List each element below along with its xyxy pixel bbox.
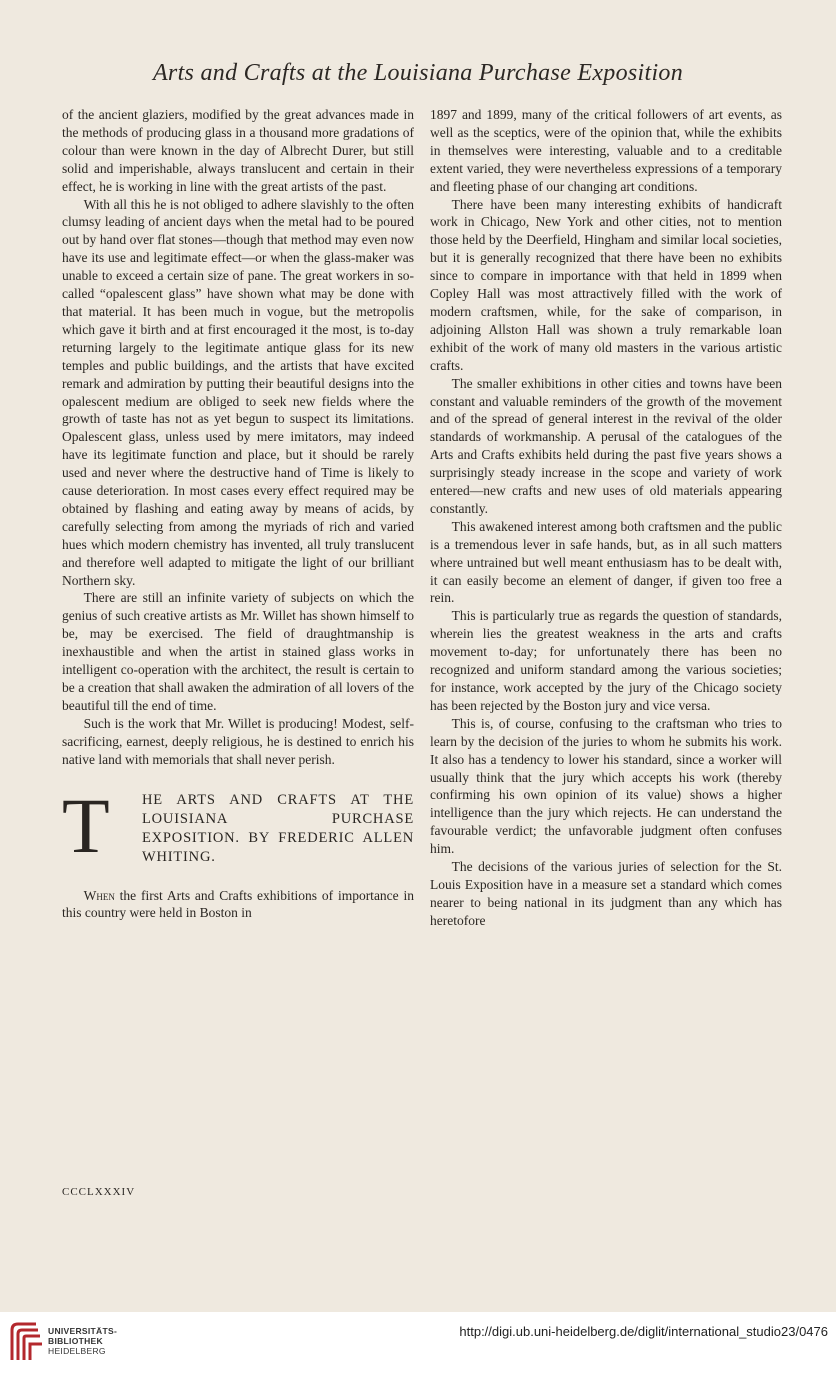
library-name-line-3: HEIDELBERG: [48, 1346, 106, 1356]
library-name-line-1: UNIVERSITÄTS-: [48, 1326, 118, 1336]
right-paragraph-6: This is, of course, confusing to the craftsman who tries to learn by the decision of the juries to whom he submits his work. It also has a tendency to lower his standard, since a worker will usually think that the jury which accepts his work (thereby confirming his own opinion of its value) shows a higher intelligence than the jury which rejects. He can understand the favourable verdict; the unfavorable judgment often confuses him.: [430, 715, 782, 857]
running-head: Arts and Crafts at the Louisiana Purchase Exposition: [152, 60, 684, 86]
closing-text: the first Arts and Crafts exhibitions of importance in this country were held in Boston in: [62, 887, 414, 921]
left-paragraph-4: Such is the work that Mr. Willet is producing! Modest, self-sacrificing, earnest, deeply religious, he is destined to enrich his native land with memorials that shall never perish.: [62, 715, 414, 767]
library-footer: [0, 1312, 836, 1375]
right-paragraph-3: The smaller exhibitions in other cities and towns have been constant and valuable reminders of the growth of the movement and of the spread of general interest in the revival of the older standards of workmanship. A perusal of the catalogues of the Arts and Crafts exhibits held during the past five years shows a surprisingly steady increase in the scope and variety of work entered—new crafts and new uses of old materials appearing constantly.: [430, 375, 782, 516]
right-paragraph-2: There have been many interesting exhibits of handicraft work in Chicago, New York and other cities, not to mention those held by the Deerfield, Hingham and similar local societies, but it is generally recognized that there have been no exhibits since to compare in importance with that held in 1899 when Copley Hall was most attractively filled with the work of modern craftsmen, while, for the sake of comparison, in adjoining Allston Hall was shown a truly remarkable loan exhibit of the work of many old masters in the various artistic crafts.: [430, 196, 782, 373]
article-heading: [62, 781, 414, 869]
right-paragraph-5: This is particularly true as regards the question of standards, wherein lies the greatest weakness in the arts and crafts movement to-day; for unfortunately there has been no recognized and uniform standard among the various societies; for instance, work accepted by the jury of the Chicago society has been rejected by the Boston jury and vice versa.: [430, 608, 782, 713]
library-name-line-2: BIBLIOTHEK: [48, 1336, 103, 1346]
left-closing-paragraph: [62, 887, 414, 923]
left-paragraph-3: There are still an infinite variety of subjects on which the genius of such creative artists as Mr. Willet has shown himself to be, may be exercised. The field of draughtmanship is inexhaustible and when the artist in stained glass works in intelligent co-operation with the architect, the result is certain to be a creation that shall awaken the admiration of all lovers of the beautiful till the end of time.: [62, 590, 414, 713]
page-folio: CCCLXXXIV: [62, 1186, 136, 1198]
left-column: [62, 106, 414, 922]
library-name: [48, 1326, 117, 1356]
source-url-link[interactable]: http://digi.ub.uni-heidelberg.de/diglit/international_studio23/0476: [459, 1324, 828, 1339]
right-paragraph-1: 1897 and 1899, many of the critical followers of art events, as well as the sceptics, were of the opinion that, while the exhibits in themselves were interesting, valuable and to a creditable extent varied, they were nevertheless expressions of a temporary and fleeting phase of our changing art conditions.: [430, 107, 782, 194]
right-column: [430, 106, 782, 930]
left-paragraph-2: With all this he is not obliged to adhere slavishly to the often clumsy leading of ancient days when the metal had to be poured out by hand over flat stones—though that method may even now have its use and legitimate effect—or when the glass-maker was unable to exceed a certain size of pane. The great workers in so-called “opalescent glass” have shown what may be done with that material. It has been much in vogue, but the metropolis which gave it birth and at first encouraged it the most, is to-day returning largely to the legitimate antique glass for its new temples and public buildings, and the artists that have excited remark and admiration by putting their beautiful designs into the opalescent medium are obliged to seek new fields where the growth of taste has not as yet begun to suspect its limitations. Opalescent glass, unless used by mere imitators, may indeed have its legitimate function and place, but it should be rarely used and never where the destructive hand of Time is likely to cause deterioration. In most cases every effect required may be obtained by flashing and eating away by means of acids, by carefully selecting from among the myriads of rich and varied hues which modern chemistry has invented, all truly translucent and therefore well adapted to mitigate the light of our brilliant Northern sky.: [62, 196, 414, 588]
library-logo-icon: [8, 1320, 44, 1364]
right-paragraph-4: This awakened interest among both craftsmen and the public is a tremendous lever in safe hands, but, as in all such matters where untrained but well meant enthusiasm has to be dealt with, it can easily become an element of danger, if given too free a rein.: [430, 518, 782, 606]
article-title: HE ARTS AND CRAFTS AT THE LOUISIANA PURCHASE EXPOSITION. BY FREDERIC ALLEN WHITING.: [142, 791, 414, 865]
lead-in-word: When: [83, 887, 115, 903]
drop-cap: T: [62, 781, 110, 869]
left-paragraph-1: of the ancient glaziers, modified by the great advances made in the methods of producing glass in a thousand more gradations of colour than were known in the day of Albrecht Durer, but still solid and imperishable, always translucent and certain in their effect, he is working in line with the great artists of the past.: [62, 107, 414, 194]
right-paragraph-7: The decisions of the various juries of selection for the St. Louis Exposition have in a measure set a standard which comes nearer to being national in its judgment than any which has heretofore: [430, 859, 782, 928]
